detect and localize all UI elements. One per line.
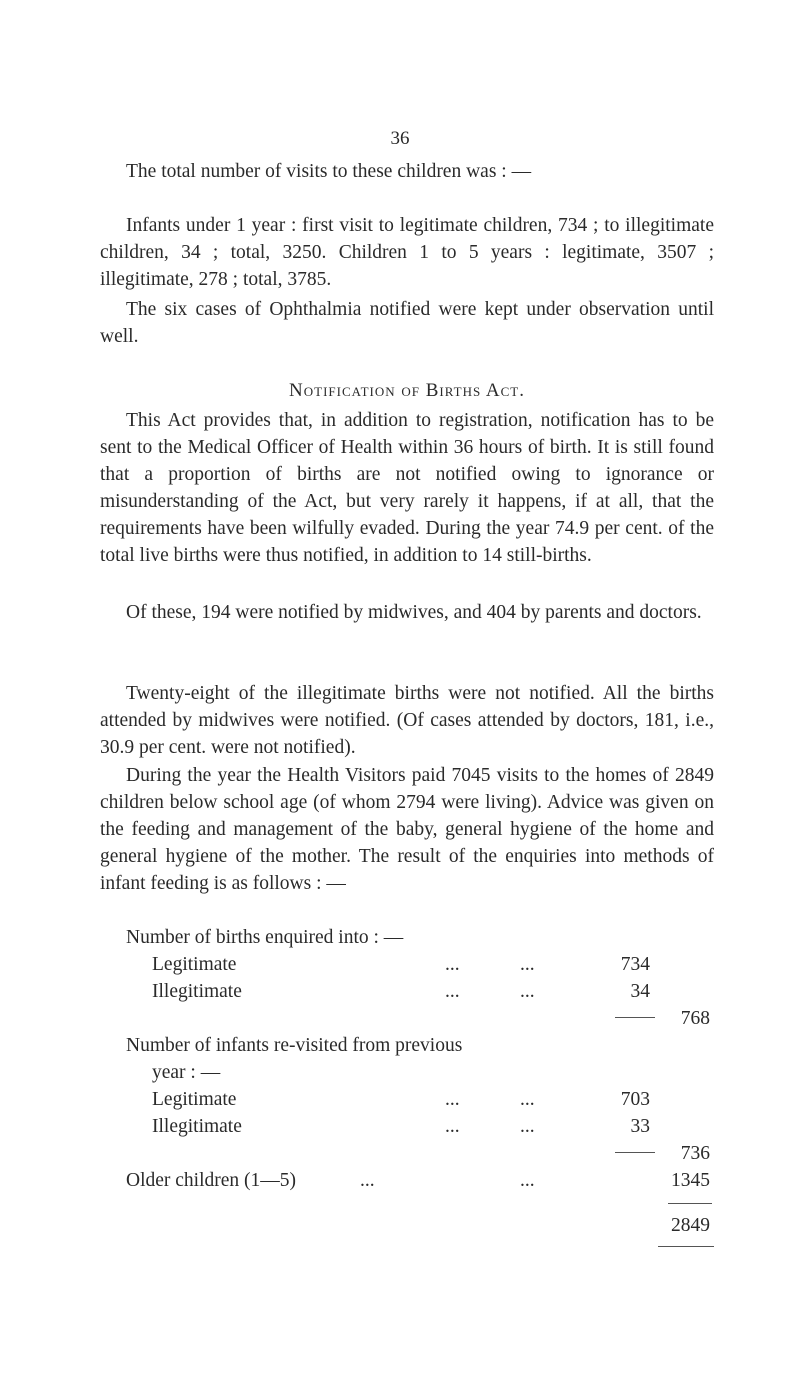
leader-dots: ...	[445, 981, 460, 1002]
older-children-value: 1345	[671, 1170, 710, 1191]
subtotal-rule	[615, 1017, 655, 1018]
paragraph-infant-visits: Infants under 1 year : first visit to legitimate children, 734 ; to illegitimate children, 34 ; total, 3250. Children 1 to 5 years : legitimate, 3507 ; illegitimate, 278 ; total, 3785.	[100, 215, 714, 290]
revisited-label-line1: Number of infants re-visited from previous	[126, 1035, 463, 1056]
leader-dots: ...	[520, 1170, 535, 1191]
paragraph-ophthalmia: The six cases of Ophthalmia notified were kept under observation until well.	[100, 299, 714, 347]
page-number: 36	[390, 128, 410, 149]
section-heading: Notification of Births Act.	[289, 380, 525, 401]
births-enquired-label: Number of births enquired into : —	[126, 927, 404, 948]
paragraph-notification-act: This Act provides that, in addition to registration, notification has to be sent to the Medical Officer of Health within 36 hours of birth. It is still found that a proportion of births are not notified owing to ignorance or misunderstanding of the Act, but very rarely it happens, if at all, that the requirements have been wilfully evaded. During the year 74.9 per cent. of the total live births were thus notified, in addition to 14 still-births.	[100, 410, 714, 566]
paragraph-visits-intro: The total number of visits to these children was : —	[126, 161, 532, 182]
s2-illegitimate-value: 33	[630, 1116, 650, 1137]
paragraph-health-visitors: During the year the Health Visitors paid 7045 visits to the homes of 2849 children below school age (of whom 2794 were living). Advice was given on the feeding and management of the baby, general hygiene of the home and general hygiene of the mother. The result of the enquiries into methods of infant feeding is as follows : —	[100, 765, 714, 894]
leader-dots: ...	[520, 1116, 535, 1137]
leader-dots: ...	[520, 981, 535, 1002]
leader-dots: ...	[445, 1089, 460, 1110]
grand-total-value: 2849	[671, 1215, 710, 1236]
older-children-label: Older children (1—5)	[126, 1170, 297, 1191]
leader-dots: ...	[445, 954, 460, 975]
paragraph-notified-by: Of these, 194 were notified by midwives, and 404 by parents and doctors.	[126, 602, 702, 623]
illegitimate-label: Illegitimate	[152, 1116, 242, 1137]
leader-dots: ...	[520, 1089, 535, 1110]
total-rule-bottom	[658, 1246, 714, 1247]
paragraph-not-notified: Twenty-eight of the illegitimate births were not notified. All the births attended by midwives were notified. (Of cases attended by doctors, 181, i.e., 30.9 per cent. were not notified).	[100, 683, 714, 758]
leader-dots: ...	[360, 1170, 375, 1191]
s1-legitimate-value: 734	[620, 954, 650, 975]
s2-legitimate-value: 703	[620, 1089, 650, 1110]
total-rule-top	[668, 1203, 712, 1204]
revisited-label-line2: year : —	[152, 1062, 221, 1083]
leader-dots: ...	[445, 1116, 460, 1137]
subtotal-rule	[615, 1152, 655, 1153]
legitimate-label: Legitimate	[152, 954, 237, 975]
legitimate-label: Legitimate	[152, 1089, 237, 1110]
leader-dots: ...	[520, 954, 535, 975]
s2-total-value: 736	[680, 1143, 710, 1164]
s1-total-value: 768	[680, 1008, 710, 1029]
s1-illegitimate-value: 34	[630, 981, 650, 1002]
illegitimate-label: Illegitimate	[152, 981, 242, 1002]
